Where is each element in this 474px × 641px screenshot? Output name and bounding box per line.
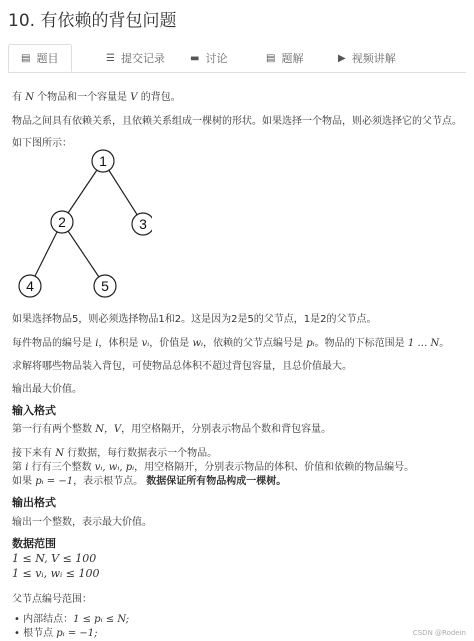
watermark: CSDN @Rodein bbox=[412, 629, 466, 637]
input-format-heading: 输入格式 bbox=[12, 404, 56, 417]
page-title: 10. 有依赖的背包问题 bbox=[8, 11, 177, 31]
book-icon: ▤ bbox=[266, 52, 276, 64]
tree-node-label: 2 bbox=[58, 214, 66, 230]
bullet-internal-node: • 内部结点：1 ≤ pᵢ ≤ N; bbox=[14, 614, 130, 625]
output-format-text: 输出一个整数，表示最大价值。 bbox=[12, 517, 152, 528]
dependency-tree-diagram bbox=[12, 144, 152, 300]
item-attributes: 每件物品的编号是 i，体积是 vᵢ，价值是 wᵢ，依赖的父节点编号是 pᵢ。物品的下标范围是 1 … N。 bbox=[12, 338, 450, 349]
tab-submissions[interactable] bbox=[106, 44, 165, 72]
figure-caption: 如下图所示： bbox=[12, 138, 72, 149]
bullet-root-node: • 根节点 pᵢ = −1; bbox=[14, 628, 98, 639]
range-line-1: 1 ≤ N, V ≤ 100 bbox=[12, 552, 97, 565]
tree-node-label: 4 bbox=[26, 278, 34, 294]
output-requirement: 输出最大价值。 bbox=[12, 384, 82, 395]
video-icon: ▶ bbox=[338, 52, 346, 64]
goal-text: 求解将哪些物品装入背包，可使物品总体积不超过背包容量，且总价值最大。 bbox=[12, 361, 352, 372]
input-line-4: 如果 pᵢ = −1，表示根节点。 数据保证所有物品构成一棵树。 bbox=[12, 476, 287, 487]
tab-label: 视频讲解 bbox=[351, 52, 396, 65]
input-line-1: 第一行有两个整数 N，V，用空格隔开，分别表示物品个数和背包容量。 bbox=[12, 424, 332, 435]
tab-label: 提交记录 bbox=[120, 52, 165, 65]
tab-bar bbox=[8, 44, 466, 73]
input-line-3: 第 i 行有三个整数 vᵢ, wᵢ, pᵢ，用空格隔开，分别表示物品的体积、价值和依赖的物品编号。 bbox=[12, 462, 415, 473]
output-format-heading: 输出格式 bbox=[12, 496, 56, 509]
tree-node-label: 5 bbox=[101, 278, 109, 294]
tab-label: 讨论 bbox=[205, 52, 228, 65]
chat-icon: ▬ bbox=[190, 52, 200, 64]
list-icon: ☰ bbox=[106, 52, 115, 64]
tab-label: 题目 bbox=[36, 52, 59, 65]
parent-range-title: 父节点编号范围： bbox=[12, 594, 92, 605]
intro-line: 有 N 个物品和一个容量是 V 的背包。 bbox=[12, 92, 181, 103]
tree-node-label: 3 bbox=[139, 216, 147, 232]
tab-video[interactable] bbox=[338, 44, 396, 72]
tab-problem[interactable] bbox=[8, 44, 72, 72]
range-line-2: 1 ≤ vᵢ, wᵢ ≤ 100 bbox=[12, 567, 100, 580]
example-text: 如果选择物品5，则必须选择物品1和2。这是因为2是5的父节点，1是2的父节点。 bbox=[12, 314, 377, 325]
input-line-2: 接下来有 N 行数据，每行数据表示一个物品。 bbox=[12, 448, 218, 459]
tab-discussion[interactable] bbox=[190, 44, 227, 72]
data-range-heading: 数据范围 bbox=[12, 537, 56, 550]
document-icon: ▤ bbox=[21, 52, 31, 64]
tab-label: 题解 bbox=[281, 52, 304, 65]
tab-solutions[interactable] bbox=[266, 44, 303, 72]
dependency-text: 物品之间具有依赖关系，且依赖关系组成一棵树的形状。如果选择一个物品，则必须选择它的父节点。 bbox=[12, 116, 462, 127]
tree-node-label: 1 bbox=[99, 153, 107, 169]
